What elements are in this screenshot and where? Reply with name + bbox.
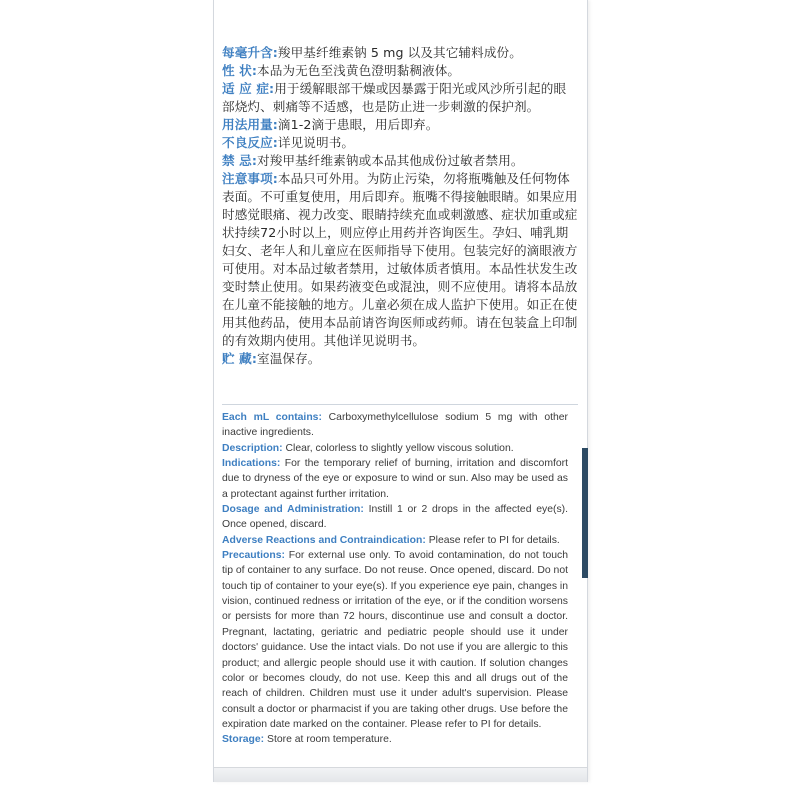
- en-indications-text: For the temporary relief of burning, irritation and discomfort due to dryness of the eye or exposure to wind or sun. Also may be used as a protectant against further irritation.: [222, 458, 568, 500]
- cn-contraindication-text: 对羧甲基纤维素钠或本品其他成份过敏者禁用。: [257, 153, 524, 168]
- cn-content: [222, 44, 578, 62]
- cn-description-text: 本品为无色至浅黄色澄明黏稠液体。: [257, 63, 461, 78]
- en-dosage-text: Instill 1 or 2 drops in the affected eye(s). Once opened, discard.: [222, 504, 568, 531]
- cn-storage-text: 室温保存。: [257, 351, 321, 366]
- cn-storage: [222, 350, 578, 368]
- side-stripe: [582, 448, 588, 578]
- en-dosage: [222, 502, 568, 533]
- en-storage-text: Store at room temperature.: [267, 734, 392, 746]
- cn-description: [222, 62, 578, 80]
- chinese-label-section: [222, 44, 578, 368]
- en-precautions-label: Precautions:: [222, 550, 285, 562]
- cn-dosage-label: 用法用量:: [222, 117, 278, 132]
- cn-contraindication: [222, 152, 578, 170]
- cn-indications-text: 用于缓解眼部干燥或因暴露于阳光或风沙所引起的眼部烧灼、刺痛等不适感，也是防止进一步刺激的保护剂。: [222, 81, 567, 114]
- en-content-label: Each mL contains:: [222, 412, 322, 423]
- en-storage: [222, 732, 568, 747]
- cn-adverse-text: 详见说明书。: [277, 135, 355, 150]
- en-description: [222, 441, 568, 456]
- cn-precautions: [222, 170, 578, 350]
- english-label-section: [222, 410, 568, 748]
- cn-precautions-label: 注意事项:: [222, 171, 278, 186]
- en-content-text: Carboxymethylcellulose sodium 5 mg with other inactive ingredients.: [222, 412, 568, 439]
- en-indications-label: Indications:: [222, 458, 281, 470]
- section-divider: [222, 404, 578, 405]
- cn-indications-label: 适 应 症:: [222, 81, 275, 96]
- cn-adverse: [222, 134, 578, 152]
- en-storage-label: Storage:: [222, 734, 265, 746]
- cn-dosage: [222, 116, 578, 134]
- cn-description-label: 性 状:: [222, 63, 258, 78]
- cn-indications: [222, 80, 578, 116]
- en-precautions: [222, 548, 568, 732]
- cn-adverse-label: 不良反应:: [222, 135, 278, 150]
- cn-storage-label: 贮 藏:: [222, 351, 258, 366]
- cn-dosage-text: 滴1-2滴于患眼，用后即弃。: [277, 117, 439, 132]
- en-description-label: Description:: [222, 442, 283, 454]
- cn-content-text: 羧甲基纤维素钠 5 mg 以及其它辅料成份。: [277, 45, 522, 60]
- en-dosage-label: Dosage and Administration:: [222, 504, 364, 516]
- en-indications: [222, 456, 568, 502]
- en-adverse-text: Please refer to PI for details.: [428, 534, 560, 546]
- en-precautions-text: For external use only. To avoid contamination, do not touch tip of container to any surface. Do not reuse. Once opened, discard. Do not touch tip of container to your eye(s). If you experience eye pain, changes in vision, continued redness or irritation of the eye, or if the condition worsens or persists for more than 72 hours, discontinue use and consult a doctor. Pregnant, lactating, geriatric and pediatric people should use it under doctors' guidance. Use the intact vials. Do not use if you are allergic to this product; and allergic people should use it with caution. If solution changes color or becomes cloudy, do not use. Keep this and all drugs out of the reach of children. Children must use it under adult's supervision. Please consult a doctor or pharmacist if you are taking other drugs. Use before the expiration date marked on the container. Please refer to PI for details.: [222, 550, 568, 730]
- cn-content-label: 每毫升含:: [222, 45, 278, 60]
- en-content: [222, 410, 568, 441]
- cn-contraindication-label: 禁 忌:: [222, 153, 258, 168]
- package-bottom-edge: [214, 767, 587, 782]
- en-adverse: [222, 533, 568, 548]
- cn-precautions-text: 本品只可外用。为防止污染，勿将瓶嘴触及任何物体表面。不可重复使用，用后即弃。瓶嘴不得接触眼睛。如果应用时感觉眼痛、视力改变、眼睛持续充血或刺激感、症状加重或症状持续72小时以上，则应停止用药并咨询医生。孕妇、哺乳期妇女、老年人和儿童应在医师指导下使用。包装完好的滴眼液方可使用。对本品过敏者禁用，过敏体质者慎用。本品性状发生改变时禁止使用。如果药液变色或混浊，则不应使用。请将本品放在儿童不能接触的地方。儿童必须在成人监护下使用。如正在使用其他药品，使用本品前请咨询医师或药师。请在包装盒上印制的有效期内使用。其他详见说明书。: [222, 171, 578, 348]
- en-adverse-label: Adverse Reactions and Contraindication:: [222, 534, 426, 546]
- en-description-text: Clear, colorless to slightly yellow viscous solution.: [285, 442, 514, 454]
